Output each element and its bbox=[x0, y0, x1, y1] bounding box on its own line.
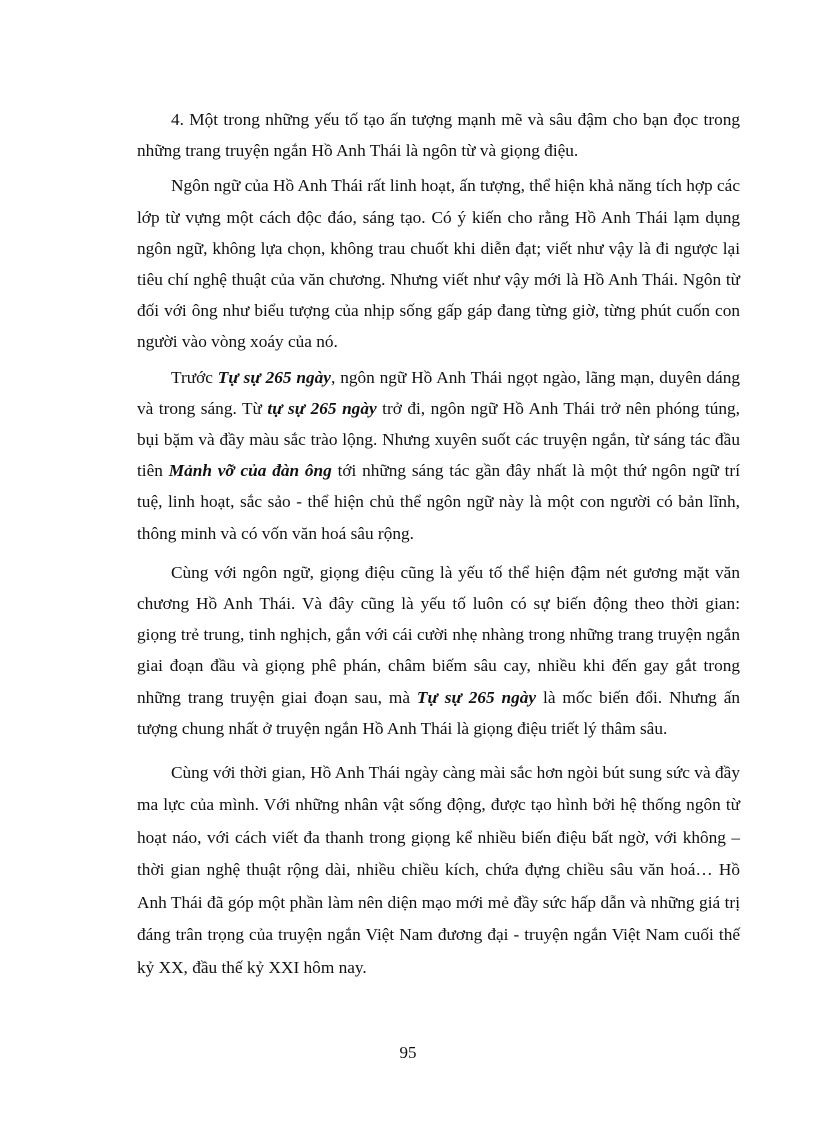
page-number: 95 bbox=[399, 1043, 417, 1062]
paragraph-3-text-3: trở đi, ngôn ngữ Hồ Anh Thái trở nên phóng túng, bụi bặm và đầy màu sắc trào lộng. Nhưng xuyên suốt các truyện ngắn, từ sáng tác đầu tiên bbox=[137, 398, 740, 481]
book-title-tu-su-265-ngay: Tự sự 265 ngày bbox=[217, 367, 331, 387]
paragraph-5: Cùng với thời gian, Hồ Anh Thái ngày càng mài sắc hơn ngòi bút sung sức và đầy ma lực của mình. Với những nhân vật sống động, được tạo hình bởi hệ thống ngôn từ hoạt náo, với cách viết đa thanh trong giọng kể nhiều biến điệu bất ngờ, với không – thời gian nghệ thuật rộng dài, nhiều chiều kích, chứa đựng chiều sâu văn hoá… Hồ Anh Thái đã góp một phần làm nên diện mạo mới mẻ đầy sức hấp dẫn và những giá trị đáng trân trọng của truyện ngắn Việt Nam đương đại - truyện ngắn Việt Nam cuối thế kỷ XX, đầu thế kỷ XXI hôm nay. bbox=[137, 763, 740, 977]
paragraph-3-text-4: tới những sáng tác gần đây nhất là một thứ ngôn ngữ trí tuệ, linh hoạt, sắc sảo - thể hiện chủ thể ngôn ngữ này là một con người có bản lĩnh, thông minh và có vốn văn hoá sâu rộng. bbox=[137, 461, 740, 543]
body-text bbox=[137, 104, 740, 984]
paragraph-4-text-2: là mốc biến đổi. Nhưng ấn tượng chung nhất ở truyện ngắn Hồ Anh Thái là giọng điệu triết lý thâm sâu. bbox=[137, 687, 740, 738]
book-title-tu-su-265-ngay-2: tự sự 265 ngày bbox=[267, 398, 377, 418]
paragraph-3-text-2: , ngôn ngữ Hồ Anh Thái ngọt ngào, lãng mạn, duyên dáng và trong sáng. Từ bbox=[137, 367, 740, 418]
book-title-manh-vo-cua-dan-ong: Mảnh vỡ của đàn ông bbox=[168, 461, 332, 481]
book-title-tu-su-265-ngay-3: Tự sự 265 ngày bbox=[416, 687, 537, 707]
paragraph-4-text-1: Cùng với ngôn ngữ, giọng điệu cũng là yếu tố thể hiện đậm nét gương mặt văn chương Hồ Anh Thái. Và đây cũng là yếu tố luôn có sự biến động theo thời gian: giọng trẻ trung, tinh nghịch, gắn với cái cười nhẹ nhàng trong những trang truyện ngắn giai đoạn đầu và giọng phê phán, châm biếm sâu cay, nhiều khi đến gay gắt trong những trang truyện giai đoạn sau, mà bbox=[137, 562, 740, 707]
paragraph-3 bbox=[137, 362, 740, 549]
paragraph-3-text-1: Trước bbox=[171, 367, 218, 387]
paragraph-4 bbox=[137, 557, 740, 744]
paragraph-1: 4. Một trong những yếu tố tạo ấn tượng mạnh mẽ và sâu đậm cho bạn đọc trong những trang truyện ngắn Hồ Anh Thái là ngôn từ và giọng điệu. bbox=[137, 110, 740, 161]
paragraph-2: Ngôn ngữ của Hồ Anh Thái rất linh hoạt, ấn tượng, thể hiện khả năng tích hợp các lớp từ vựng một cách độc đáo, sáng tạo. Có ý kiến cho rằng Hồ Anh Thái lạm dụng ngôn ngữ, không lựa chọn, không trau chuốt khi diễn đạt; viết như vậy là đi ngược lại tiêu chí nghệ thuật của văn chương. Nhưng viết như vậy mới là Hồ Anh Thái. Ngôn từ đối với ông như biểu tượng của nhịp sống gấp gáp đang từng giờ, từng phút cuốn con người vào vòng xoáy của nó. bbox=[137, 176, 740, 352]
